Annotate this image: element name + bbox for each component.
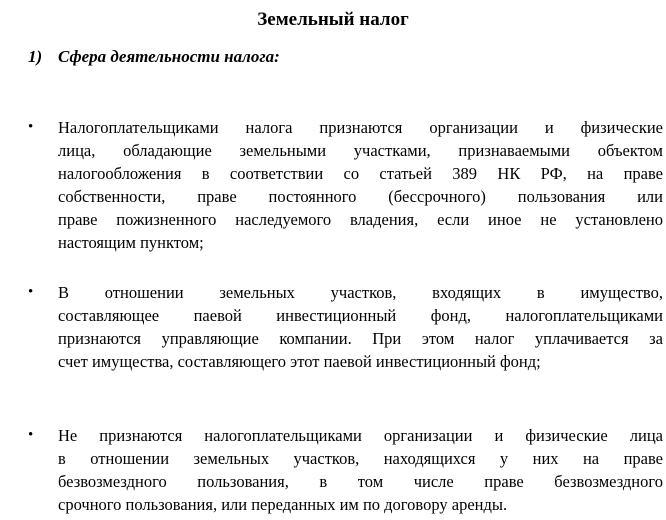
text-line: настоящим пунктом; — [58, 233, 204, 252]
section-number: 1) — [28, 47, 43, 66]
text-line: счет имущества, составляющего этот паевой инвестиционный фонд; — [58, 352, 541, 371]
list-item-text — [58, 116, 663, 254]
section-heading-text: Сфера деятельности налога: — [58, 47, 280, 66]
bullet-icon: • — [28, 119, 34, 135]
text-line: в отношении земельных участков, находящихся у них на праве — [58, 449, 663, 468]
text-line: собственности, праве постоянного (бессрочного) пользования или — [58, 187, 663, 206]
text-line: праве пожизненного наследуемого владения, если иное не установлено — [58, 210, 663, 229]
section-heading — [28, 46, 280, 68]
text-line: безвозмездного пользования, в том числе праве безвозмездного — [58, 472, 663, 491]
text-line: признаются управляющие компании. При этом налог уплачивается за — [58, 329, 663, 348]
text-line: налогообложения в соответствии со статьей 389 НК РФ, на праве — [58, 164, 663, 183]
text-line: Налогоплательщиками налога признаются организации и физические — [58, 118, 663, 137]
bullet-icon: • — [28, 284, 34, 300]
text-line: В отношении земельных участков, входящих в имущество, — [58, 283, 663, 302]
list-item-text — [58, 281, 663, 373]
list-item-text — [58, 424, 663, 516]
text-line: Не признаются налогоплательщиками организации и физические лица — [58, 426, 663, 445]
document-title: Земельный налог — [257, 9, 409, 30]
bullet-icon: • — [28, 427, 34, 443]
text-line: срочного пользования, или переданных им по договору аренды. — [58, 495, 508, 514]
text-line: составляющее паевой инвестиционный фонд, налогоплательщиками — [58, 306, 663, 325]
text-line: лица, обладающие земельными участками, признаваемыми объектом — [58, 141, 663, 160]
